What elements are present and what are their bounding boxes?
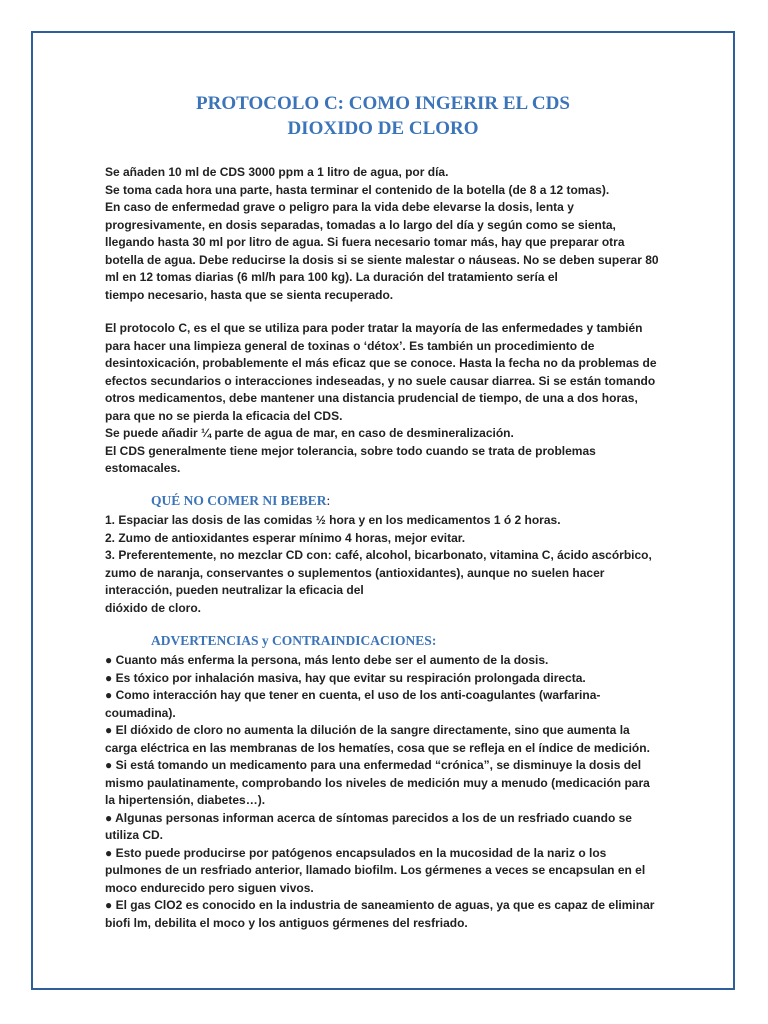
list-item: 3. Preferentemente, no mezclar CD con: café, alcohol, bicarbonato, vitamina C, ácido ascórbico, (105, 548, 652, 562)
list-item: dióxido de cloro. (105, 600, 202, 615)
text-line: El protocolo C, es el que se utiliza para poder tratar la mayoría de las enfermedades y también (105, 321, 643, 335)
list-item: 1. Espaciar las dosis de las comidas ½ hora y en los medicamentos 1 ó 2 horas. (105, 513, 561, 527)
text-line: botella de agua. Debe reducirse la dosis si se siente malestar o náuseas. No se deben superar 80 (105, 252, 659, 267)
text-line: Se puede añadir ¼ parte de agua de mar, en caso de desmineralización. (105, 426, 514, 440)
page-title: PROTOCOLO C: COMO INGERIR EL CDS (196, 93, 570, 114)
text-line: estomacales. (105, 461, 181, 475)
list-item: ● Si está tomando un medicamento para una enfermedad “crónica”, se disminuye la dosis del (105, 758, 642, 772)
text-line: En caso de enfermedad grave o peligro para la vida debe elevarse la dosis, lenta y (105, 200, 574, 214)
text-line: otros medicamentos, debe mantener una distancia prudencial de tiempo, de una a dos horas, (105, 391, 638, 405)
list-item: la hipertensión, diabetes…). (105, 793, 266, 807)
text-line: para que no se pierda la eficacia del CDS. (105, 408, 343, 423)
text-line: tiempo necesario, hasta que se sienta recuperado. (105, 287, 394, 302)
list-item: ● Es tóxico por inhalación masiva, hay que evitar su respiración prolongada directa. (105, 670, 586, 685)
list-item: pulmones de un resfriado anterior, llamado biofilm. Los gérmenes a veces se encapsulan en el (105, 863, 646, 877)
section-heading-advertencias: ADVERTENCIAS y CONTRAINDICACIONES: (151, 633, 437, 648)
page-subtitle: DIOXIDO DE CLORO (287, 118, 479, 139)
advertencias-list (105, 652, 705, 932)
text-line: llegando hasta 30 ml por litro de agua. Si fuera necesario tomar más, hay que preparar otra (105, 235, 625, 249)
text-line: El CDS generalmente tiene mejor tolerancia, sobre todo cuando se trata de problemas (105, 443, 596, 458)
list-item: ● Como interacción hay que tener en cuenta, el uso de los anti-coagulantes (warfarina- (105, 688, 601, 702)
section-heading-colon: : (326, 493, 331, 508)
list-item: utiliza CD. (105, 828, 164, 842)
list-item: ● Cuanto más enferma la persona, más lento debe ser el aumento de la dosis. (105, 653, 549, 667)
list-item: interacción, pueden neutralizar la eficacia del (105, 583, 364, 597)
list-item: ● Algunas personas informan acerca de síntomas parecidos a los de un resfriado cuando se (105, 810, 632, 825)
list-item: biofi lm, debilita el moco y los antiguos gérmenes del resfriado. (105, 915, 468, 930)
text-line: desintoxicación, probablemente el más eficaz que se conoce. Hasta la fecha no da problemas de (105, 356, 657, 370)
list-item: carga eléctrica en las membranas de los hematíes, cosa que se refleja en el índice de medición. (105, 740, 650, 755)
text-line: ml en 12 tomas diarias (6 ml/h para 100 kg). La duración del tratamiento sería el (105, 270, 558, 284)
intro-paragraph (105, 164, 705, 304)
list-item: 2. Zumo de antioxidantes esperar mínimo 4 horas, mejor evitar. (105, 530, 466, 545)
list-item: coumadina). (105, 705, 176, 720)
list-item: mismo paulatinamente, comprobando los niveles de medición muy a menudo (medicación para (105, 775, 650, 790)
list-item: moco endurecido pero siguen vivos. (105, 880, 314, 895)
no-comer-list (105, 512, 705, 617)
list-item: ● El gas ClO2 es conocido en la industria de saneamiento de aguas, ya que es capaz de eliminar (105, 898, 655, 912)
text-line: progresivamente, en dosis separadas, tomadas a lo largo del día y según como se sienta, (105, 217, 616, 232)
text-line: Se toma cada hora una parte, hasta terminar el contenido de la botella (de 8 a 12 tomas). (105, 182, 610, 197)
protocol-paragraph (105, 320, 705, 478)
list-item: zumo de naranja, conservantes o suplementos (antioxidantes), aunque no suelen hacer (105, 565, 605, 580)
list-item: ● Esto puede producirse por patógenos encapsulados en la mucosidad de la nariz o los (105, 845, 607, 860)
text-line: para hacer una limpieza general de toxinas o ‘détox’. Es también un procedimiento de (105, 338, 595, 353)
text-line: efectos secundarios o interacciones indeseadas, y no suele causar diarrea. Si se están tomando (105, 373, 656, 388)
section-heading-text: QUÉ NO COMER NI BEBER (151, 493, 327, 508)
section-heading-no-comer (151, 492, 330, 510)
list-item: ● El dióxido de cloro no aumenta la dilución de la sangre directamente, sino que aumenta la (105, 723, 630, 737)
text-line: Se añaden 10 ml de CDS 3000 ppm a 1 litro de agua, por día. (105, 165, 449, 179)
